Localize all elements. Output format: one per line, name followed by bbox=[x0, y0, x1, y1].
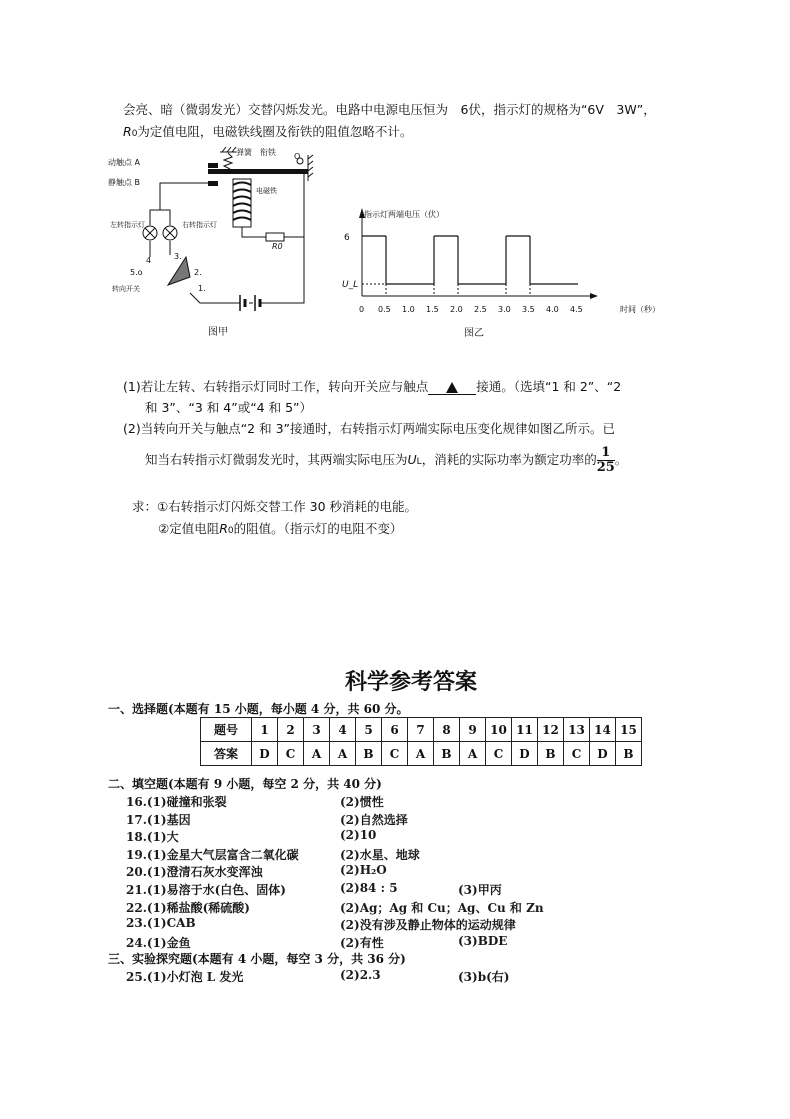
armature-bar bbox=[208, 169, 308, 174]
answers-title: 科学参考答案 bbox=[345, 669, 478, 695]
chart-x-tick-label: 2.0 bbox=[450, 305, 463, 314]
fill-answer-q: 21.(1)易溶于水(白色、固体) bbox=[126, 883, 286, 897]
chart-x-tick-label: 3.0 bbox=[498, 305, 511, 314]
label-t4: 4 bbox=[146, 256, 152, 265]
intro-line-1: 会亮、暗（微弱发光）交替闪烁发光。电路中电源电压恒为 6伏，指示灯的规格为“6V 3W”， bbox=[123, 102, 656, 117]
fill-answer-a2: (2)没有涉及静止物体的运动规律 bbox=[340, 918, 516, 933]
table-cell-answer: B bbox=[356, 742, 382, 766]
chart-y-tick-ul: U_L bbox=[342, 280, 359, 290]
table-cell-number: 7 bbox=[408, 718, 434, 742]
fraction-numerator: 1 bbox=[597, 446, 615, 461]
chart-y-axis-title: 指示灯两端电压（伏） bbox=[364, 210, 444, 219]
fill-answer-a2: (2)H₂O bbox=[340, 863, 387, 878]
label-switch: 转向开关 bbox=[112, 285, 140, 293]
table-cell-number: 2 bbox=[278, 718, 304, 742]
ask-1: 求：①右转指示灯闪烁交替工作 30 秒消耗的电能。 bbox=[132, 499, 418, 514]
fill-answer-q: 23.(1)CAB bbox=[126, 916, 196, 931]
table-cell-number: 10 bbox=[486, 718, 512, 742]
table-cell-number: 13 bbox=[564, 718, 590, 742]
chart-x-ticks bbox=[359, 305, 583, 314]
switch-lever bbox=[168, 257, 190, 285]
q1-text-a: (1)若让左转、右转指示灯同时工作，转向开关应与触点 bbox=[123, 379, 429, 394]
pivot-hatch bbox=[220, 147, 236, 152]
table-cell-answer: B bbox=[434, 742, 460, 766]
label-electromagnet: 电磁铁 bbox=[256, 187, 277, 195]
fill-answer-q: 18.(1)大 bbox=[126, 830, 179, 845]
table-cell-number: 4 bbox=[330, 718, 356, 742]
label-contact-b: 静触点 B bbox=[108, 178, 141, 187]
fill-answer-q: 20.(1)澄清石灰水变浑浊 bbox=[126, 865, 263, 880]
answer-table bbox=[200, 717, 642, 766]
chart-x-tick-label: 0.5 bbox=[378, 305, 391, 314]
q2-line-2 bbox=[145, 446, 627, 475]
table-cell-answer: C bbox=[278, 742, 304, 766]
table-cell-number: 11 bbox=[512, 718, 538, 742]
fill-answer-q: 22.(1)稀盐酸(稀硫酸) bbox=[126, 900, 250, 915]
chart-x-arrow bbox=[590, 293, 598, 299]
lab-q25-2: (2)2.3 bbox=[340, 968, 381, 982]
label-right-lamp: 右转指示灯 bbox=[182, 221, 217, 229]
ask-2-text-a: ②定值电阻 bbox=[158, 521, 220, 536]
triangle-icon bbox=[446, 382, 458, 393]
table-cell-number: 15 bbox=[616, 718, 642, 742]
q2-line-1: (2)当转向开关与触点“2 和 3”接通时，右转指示灯两端实际电压变化规律如图乙所示。已 bbox=[123, 421, 616, 436]
chart-y-tick-6: 6 bbox=[344, 233, 350, 243]
table-cell-number: 1 bbox=[252, 718, 278, 742]
fill-answer-a2: (2)Ag；Ag 和 Cu；Ag、Cu 和 Zn bbox=[340, 900, 544, 915]
battery bbox=[240, 295, 260, 311]
chart-x-axis-title: 时间（秒） bbox=[620, 305, 660, 314]
table-cell-answer: D bbox=[590, 742, 616, 766]
fill-answer-q: 19.(1)金星大气层富含二氧化碳 bbox=[126, 847, 299, 862]
label-t2: 2. bbox=[194, 268, 202, 277]
table-cell-number: 14 bbox=[590, 718, 616, 742]
chart-x-tick-label: 4.5 bbox=[570, 305, 583, 314]
table-cell-answer: A bbox=[408, 742, 434, 766]
chart-x-tick-label: 4.0 bbox=[546, 305, 559, 314]
label-contact-a: 动触点 A bbox=[108, 158, 141, 167]
table-cell-answer: D bbox=[512, 742, 538, 766]
lab-q25-1: 25.(1)小灯泡 L 发光 bbox=[126, 970, 244, 984]
coil bbox=[233, 183, 251, 221]
table-cell-number: 8 bbox=[434, 718, 460, 742]
label-o: O bbox=[294, 152, 301, 161]
chart-x-tick-label: 2.5 bbox=[474, 305, 487, 314]
chart-x-tick-label: 3.5 bbox=[522, 305, 535, 314]
q1-line-2: 和 3”、“3 和 4”或“4 和 5”） bbox=[145, 400, 313, 415]
chart-x-tick-label: 1.0 bbox=[402, 305, 415, 314]
table-header-answer: 答案 bbox=[201, 742, 252, 766]
table-header-number: 题号 bbox=[201, 718, 252, 742]
lab-q25-3: (3)b(右) bbox=[458, 970, 510, 984]
table-cell-answer: C bbox=[382, 742, 408, 766]
fill-answer-q: 24.(1)金鱼 bbox=[126, 935, 191, 950]
label-t3: 3. bbox=[174, 252, 182, 261]
q1-line-1 bbox=[123, 377, 621, 395]
fill-answer-a2: (2)自然选择 bbox=[340, 812, 408, 827]
r0-sub: 0 bbox=[131, 129, 138, 139]
chart-x-tick-label: 1.5 bbox=[426, 305, 439, 314]
fill-answer-a2: (2)10 bbox=[340, 828, 377, 843]
fill-answer-a2: (2)84 : 5 bbox=[340, 881, 398, 895]
fill-answer-a3: (3)甲丙 bbox=[458, 883, 502, 897]
table-cell-number: 12 bbox=[538, 718, 564, 742]
section-fill: 二、填空题(本题有 9 小题，每空 2 分，共 40 分) bbox=[108, 777, 382, 791]
table-row-numbers bbox=[201, 718, 642, 742]
table-cell-number: 9 bbox=[460, 718, 486, 742]
fill-answer-a3: (3)BDE bbox=[458, 933, 508, 948]
q1-text-b: 接通。（选填“1 和 2”、“2 bbox=[476, 379, 622, 394]
table-cell-number: 3 bbox=[304, 718, 330, 742]
label-spring-armature: 弹簧 衔铁 bbox=[236, 148, 276, 157]
fill-answer-a2: (2)有性 bbox=[340, 935, 384, 950]
label-r0: R0 bbox=[272, 242, 283, 251]
wall-hatch bbox=[308, 155, 313, 181]
ask-2 bbox=[158, 519, 402, 537]
label-t1: 1. bbox=[198, 284, 206, 293]
label-t5: 5.o bbox=[130, 268, 143, 277]
table-cell-number: 5 bbox=[356, 718, 382, 742]
spring bbox=[224, 153, 232, 169]
chart-series bbox=[362, 236, 578, 296]
table-cell-answer: D bbox=[252, 742, 278, 766]
chart-x-tick-label: 0 bbox=[359, 305, 365, 314]
ask-2-sub: 0 bbox=[227, 526, 234, 536]
fill-answer-q: 17.(1)基因 bbox=[126, 812, 191, 827]
lamps bbox=[143, 226, 177, 240]
table-cell-answer: B bbox=[616, 742, 642, 766]
intro-line-2-rest: 为定值电阻，电磁铁线圈及衔铁的阻值忽略不计。 bbox=[137, 124, 413, 139]
r0-var: R bbox=[123, 124, 132, 139]
table-cell-answer: C bbox=[564, 742, 590, 766]
table-cell-answer: C bbox=[486, 742, 512, 766]
contact-b-block bbox=[208, 181, 218, 186]
figure-voltage-chart bbox=[340, 200, 660, 345]
table-cell-answer: A bbox=[460, 742, 486, 766]
fraction bbox=[597, 446, 615, 475]
ask-2-var: R bbox=[219, 521, 228, 536]
fill-answer-a2: (2)水星、地球 bbox=[340, 847, 420, 862]
q1-blank[interactable] bbox=[428, 379, 476, 395]
q2-end: 。 bbox=[614, 452, 628, 467]
contact-a-block bbox=[208, 163, 218, 168]
figure-circuit bbox=[108, 145, 323, 345]
fill-answer-q: 16.(1)碰撞和张裂 bbox=[126, 795, 227, 809]
section-choice: 一、选择题(本题有 15 小题，每小题 4 分，共 60 分。 bbox=[108, 702, 409, 716]
ul-var: U bbox=[407, 452, 417, 467]
section-lab: 三、实验探究题(本题有 4 小题，每空 3 分，共 36 分) bbox=[108, 952, 406, 966]
caption-b: 图乙 bbox=[464, 328, 484, 339]
table-cell-answer: A bbox=[304, 742, 330, 766]
intro-line-2 bbox=[123, 122, 412, 140]
table-row-answers bbox=[201, 742, 642, 766]
ul-sub: L bbox=[416, 457, 422, 467]
ask-2-text-b: 的阻值。（指示灯的电阻不变） bbox=[233, 521, 403, 536]
fraction-denominator: 25 bbox=[596, 460, 615, 475]
q2-text-c: ，消耗的实际功率为额定功率的 bbox=[421, 452, 597, 467]
caption-a: 图甲 bbox=[208, 327, 228, 338]
q2-text-b: 知当右转指示灯微弱发光时，其两端实际电压为 bbox=[145, 452, 408, 467]
table-cell-answer: A bbox=[330, 742, 356, 766]
table-cell-answer: B bbox=[538, 742, 564, 766]
label-left-lamp: 左转指示灯 bbox=[110, 221, 145, 229]
table-cell-number: 6 bbox=[382, 718, 408, 742]
fill-answer-a2: (2)惯性 bbox=[340, 795, 384, 809]
